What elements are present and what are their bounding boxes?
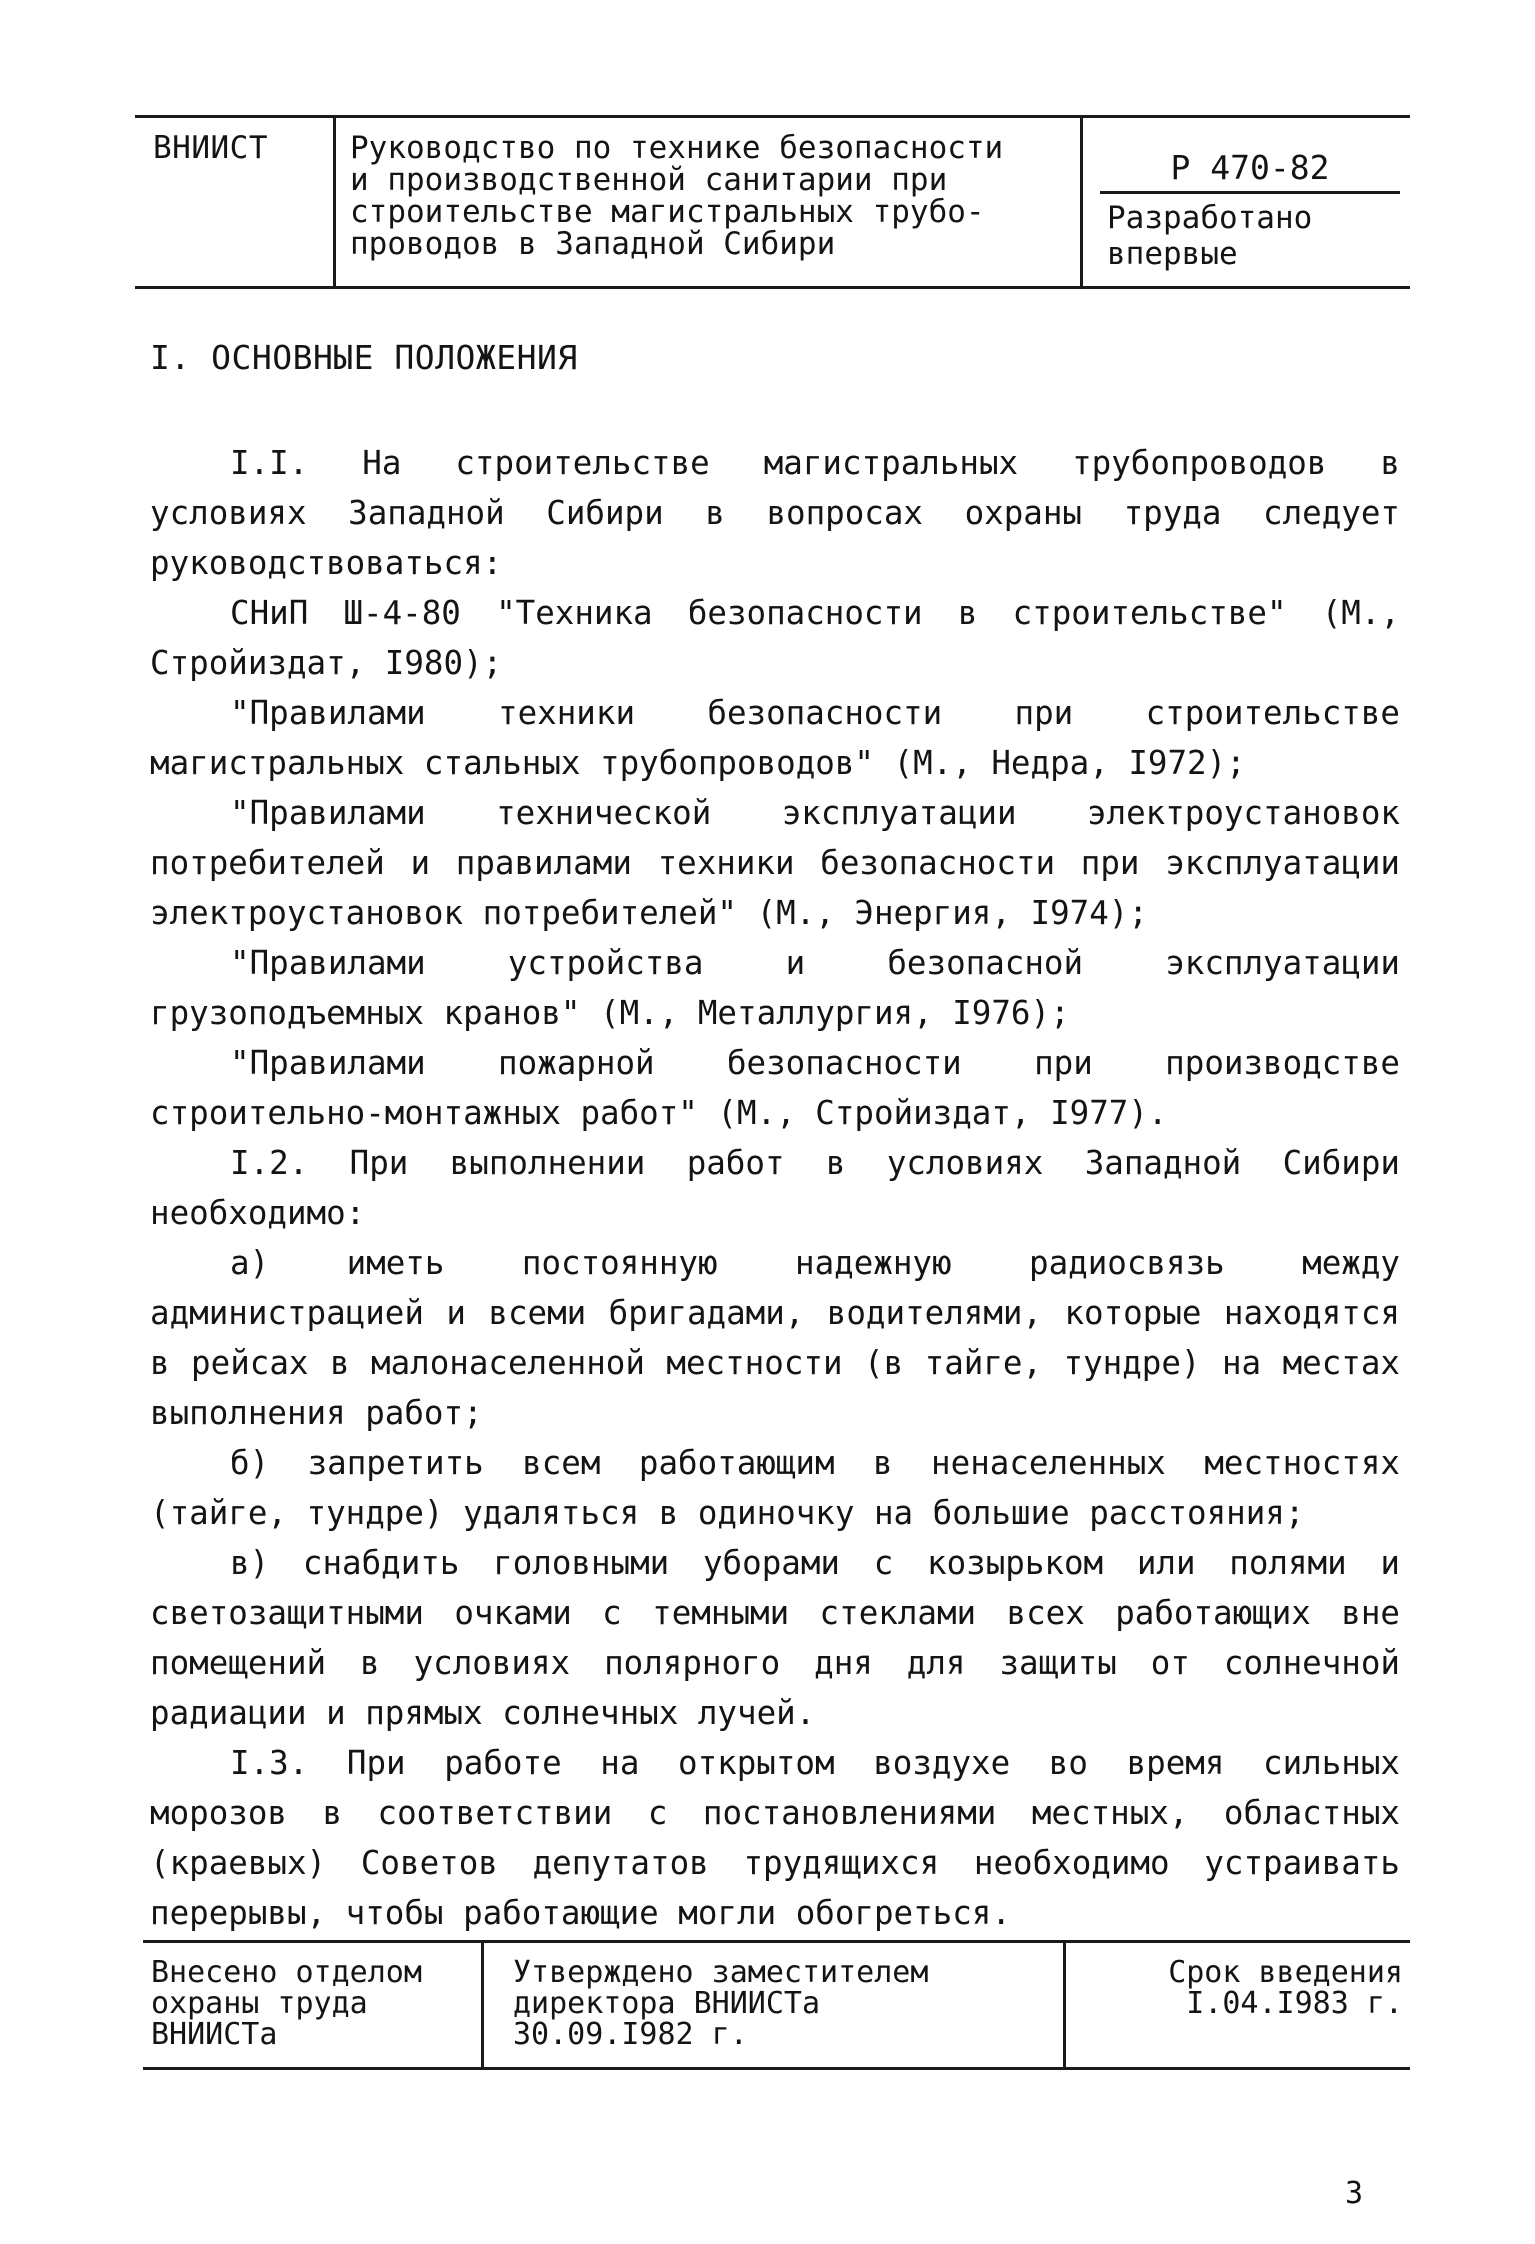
page-number: 3 [1345,2176,1364,2211]
header-divider [333,118,336,286]
paragraph: б) запретить всем работающим в ненаселенных местностях (тайге, тундре) удаляться в одиночку на большие расстояния; [150,1444,1400,1532]
paragraph: I.2. При выполнении работ в условиях Западной Сибири необходимо: [150,1144,1400,1232]
body-text [150,438,1400,1938]
approved-by: Утверждено заместителем директора ВНИИСТа 30.09.I982 г. [513,1955,929,2052]
paragraph: в) снабдить головными уборами с козырьком или полями и светозащитными очками с темными стеклами всех работающих вне помещений в условиях полярного дня для защиты от солнечной радиации и прямых солнечных лучей. [150,1544,1400,1732]
paragraph: а) иметь постоянную надежную радиосвязь между администрацией и всеми бригадами, водителями, которые находятся в рейсах в малонаселенной местности (в тайге, тундре) на местах выполнения работ; [150,1244,1400,1432]
header-divider [1080,118,1083,286]
paragraph: "Правилами техники безопасности при строительстве магистральных стальных трубопроводов" (М., Недра, I972); [150,694,1400,782]
paragraph: I.3. При работе на открытом воздухе во время сильных морозов в соответствии с постановлениями местных, областных (краевых) Советов депутатов трудящихся необходимо устраивать перерывы, чтобы работающие могли обогреться. [150,1744,1400,1932]
paragraph: "Правилами устройства и безопасной эксплуатации грузоподъемных кранов" (М., Металлургия, I976); [150,944,1400,1032]
section-title: I. ОСНОВНЫЕ ПОЛОЖЕНИЯ [150,338,578,377]
paragraph: СНиП Ш-4-80 "Техника безопасности в строительстве" (М., Стройиздат, I980); [150,594,1400,682]
organization-name: ВНИИСТ [153,130,268,166]
effective-date: Срок введения I.04.I983 г. [1168,1955,1403,2021]
paragraph: "Правилами пожарной безопасности при производстве строительно-монтажных работ" (М., Стройиздат, I977). [150,1044,1400,1132]
document-title: Руководство по технике безопасности и производственной санитарии при строительстве магистральных трубо- проводов в Западной Сибири [350,130,1004,262]
submitted-by: Внесено отделом охраны труда ВНИИСТа [151,1955,422,2052]
paragraph: "Правилами технической эксплуатации электроустановок потребителей и правилами техники безопасности при эксплуатации электроустановок потребителей" (М., Энергия, I974); [150,794,1400,932]
document-header [135,115,1410,289]
document-code: Р 470-82 [1100,148,1400,194]
footer-divider [481,1943,484,2067]
footer-divider [1063,1943,1066,2067]
paragraph: I.I. На строительстве магистральных трубопроводов в условиях Западной Сибири в вопросах охраны труда следует руководствоваться: [150,444,1400,582]
document-footer [143,1940,1410,2070]
document-status: Разработано впервые [1107,200,1313,272]
